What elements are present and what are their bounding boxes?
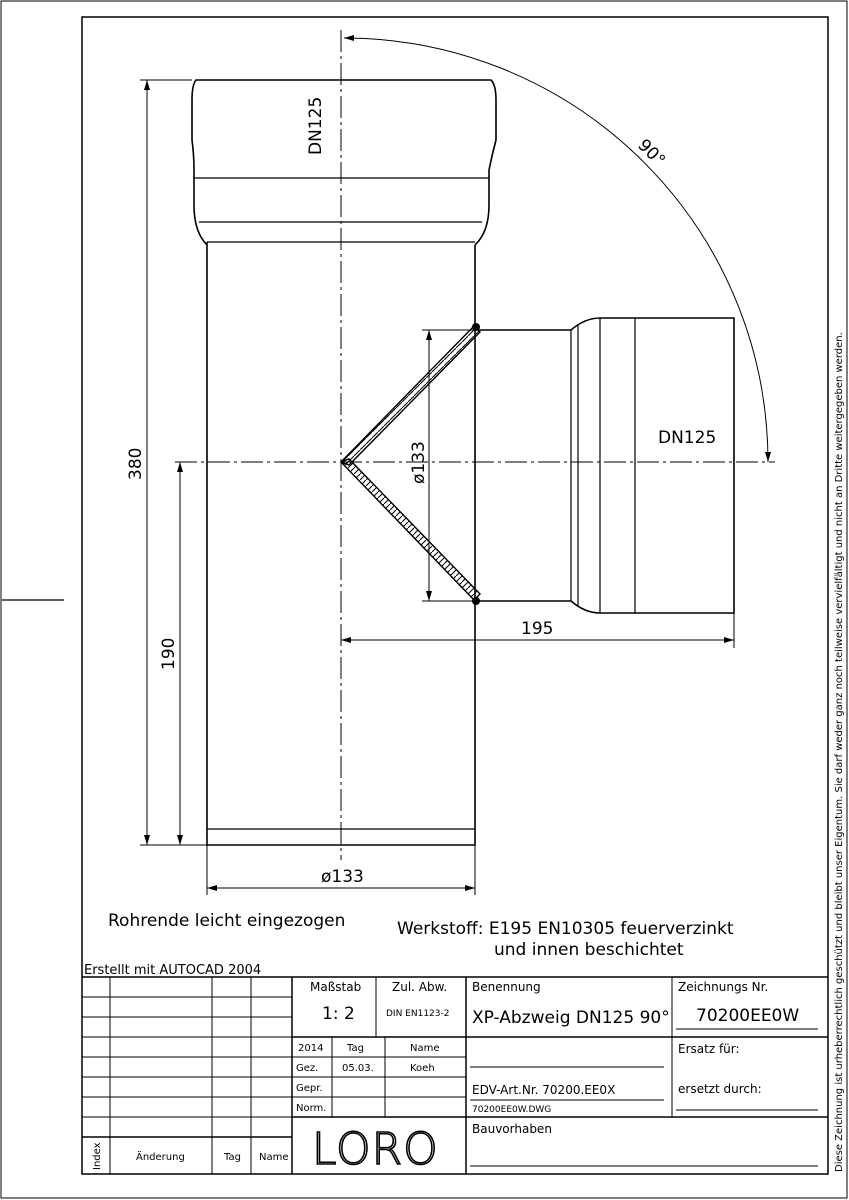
benennung-label: Benennung: [472, 980, 541, 994]
height-dim-label: 380: [126, 447, 146, 480]
branch-length-label: 195: [521, 619, 554, 639]
gepr-label: Gepr.: [296, 1083, 323, 1094]
ersatz-fuer-label: Ersatz für:: [678, 1042, 740, 1056]
benennung-value: XP-Abzweig DN125 90°: [472, 1008, 670, 1028]
branch-diameter-label: ø133: [409, 441, 429, 484]
edv-art-nr: EDV-Art.Nr. 70200.EE0X: [472, 1083, 616, 1097]
massstab-value: 1: 2: [322, 1004, 355, 1024]
tag-header: Tag: [347, 1043, 364, 1054]
zeichnungs-nr-value: 70200EE0W: [696, 1006, 800, 1026]
svg-text:LORO: LORO: [312, 1124, 439, 1175]
rev-name-header: Name: [259, 1152, 289, 1163]
angle-label: 90°: [633, 135, 669, 171]
created-with-note: Erstellt mit AUTOCAD 2004: [84, 963, 262, 978]
zul-abw-label: Zul. Abw.: [392, 980, 448, 994]
lower-dim-label: 190: [159, 637, 179, 670]
name-header: Name: [410, 1043, 440, 1054]
rev-tag-header: Tag: [224, 1152, 241, 1163]
gez-tag: 05.03.: [342, 1063, 374, 1074]
zeichnungs-nr-label: Zeichnungs Nr.: [678, 980, 769, 994]
dwg-filename: 70200EE0W.DWG: [472, 1105, 552, 1115]
rev-index-header: Index: [92, 1142, 103, 1170]
bottom-diameter-label: ø133: [321, 867, 364, 887]
bauvorhaben-label: Bauvorhaben: [472, 1122, 552, 1136]
zul-abw-value: DIN EN1123-2: [386, 1009, 450, 1019]
pipe-end-note: Rohrende leicht eingezogen: [108, 911, 346, 931]
material-note-1: Werkstoff: E195 EN10305 feuerverzinkt: [397, 919, 734, 939]
rev-aenderung-header: Änderung: [136, 1152, 185, 1163]
gez-name: Koeh: [410, 1063, 435, 1074]
dimension-lines: [140, 38, 768, 895]
material-note-2: und innen beschichtet: [494, 940, 684, 960]
loro-logo: [312, 1124, 439, 1175]
year-cell: 2014: [298, 1043, 324, 1054]
norm-label: Norm.: [296, 1103, 327, 1114]
dn-side-label: DN125: [658, 428, 717, 448]
copyright-notice: Diese Zeichnung ist urheberrechtlich geschützt und bleibt unser Eigentum. Sie darf weder ganz noch teilweise vervielfältigt und nicht an Dritte weitergegeben werden.: [834, 332, 845, 1172]
dn-top-label: DN125: [306, 96, 326, 155]
massstab-label: Maßstab: [310, 980, 362, 994]
gez-label: Gez.: [296, 1063, 319, 1074]
ersetzt-durch-label: ersetzt durch:: [678, 1082, 762, 1096]
branch-pipe: [475, 318, 734, 613]
